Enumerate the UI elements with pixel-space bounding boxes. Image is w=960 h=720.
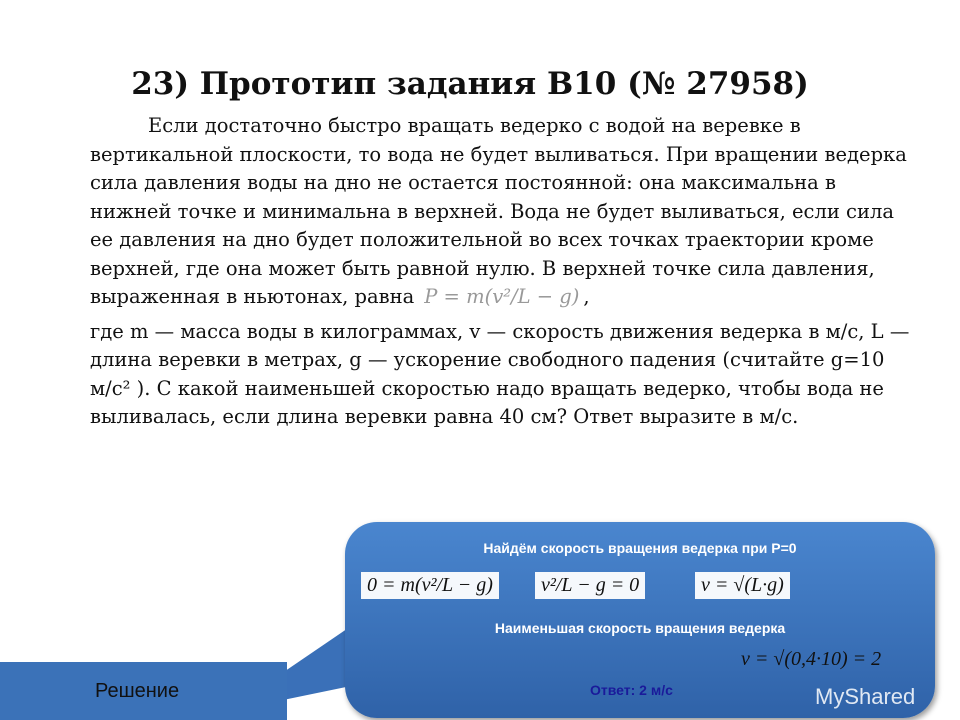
problem-paragraph-1: Если достаточно быстро вращать ведерко с водой на веревке в вертикальной плоскости, то вода не будет выливаться. При вращении ведерка сила давления воды на дно не остается постоянной: она максимальна в нижней точке и минимальна в верхней. Вода не будет выливаться, если сила ее давления на дно будет положительной во всех точках траектории кроме верхней, где она может быть равной нулю. В верхней точке сила давления, выраженная в ньютонах, равна [90,114,907,308]
equation-1: 0 = m(v²/L − g) [361,572,499,599]
solution-heading-1: Найдём скорость вращения ведерка при P=0 [483,540,797,556]
equation-2: v²/L − g = 0 [535,572,645,599]
problem-paragraph-2: где m — масса воды в килограммах, v — скорость движения ведерка в м/с, L — длина веревки в метрах, g — ускорение свободного падения (считайте g=10 м/с² ). С какой наименьшей скоростью надо вращать ведерко, чтобы вода не выливалась, если длина веревки равна 40 см? Ответ выразите в м/с. [90,319,910,428]
pressure-formula: P = m(v²/L − g) [424,285,580,308]
slide-title: 23) Прототип задания B10 (№ 27958) [131,66,809,102]
watermark: MyShared [815,684,916,709]
solution-callout [345,522,935,718]
solution-button[interactable] [0,662,287,720]
equation-3: v = √(L·g) [695,572,790,599]
solution-heading-2: Наименьшая скорость вращения ведерка [494,620,786,636]
formula-comma: , [583,285,590,308]
solution-label: Решение [95,680,180,702]
equation-4: v = √(0,4·10) = 2 [741,648,882,670]
answer-text: Ответ: 2 м/с [590,682,673,698]
